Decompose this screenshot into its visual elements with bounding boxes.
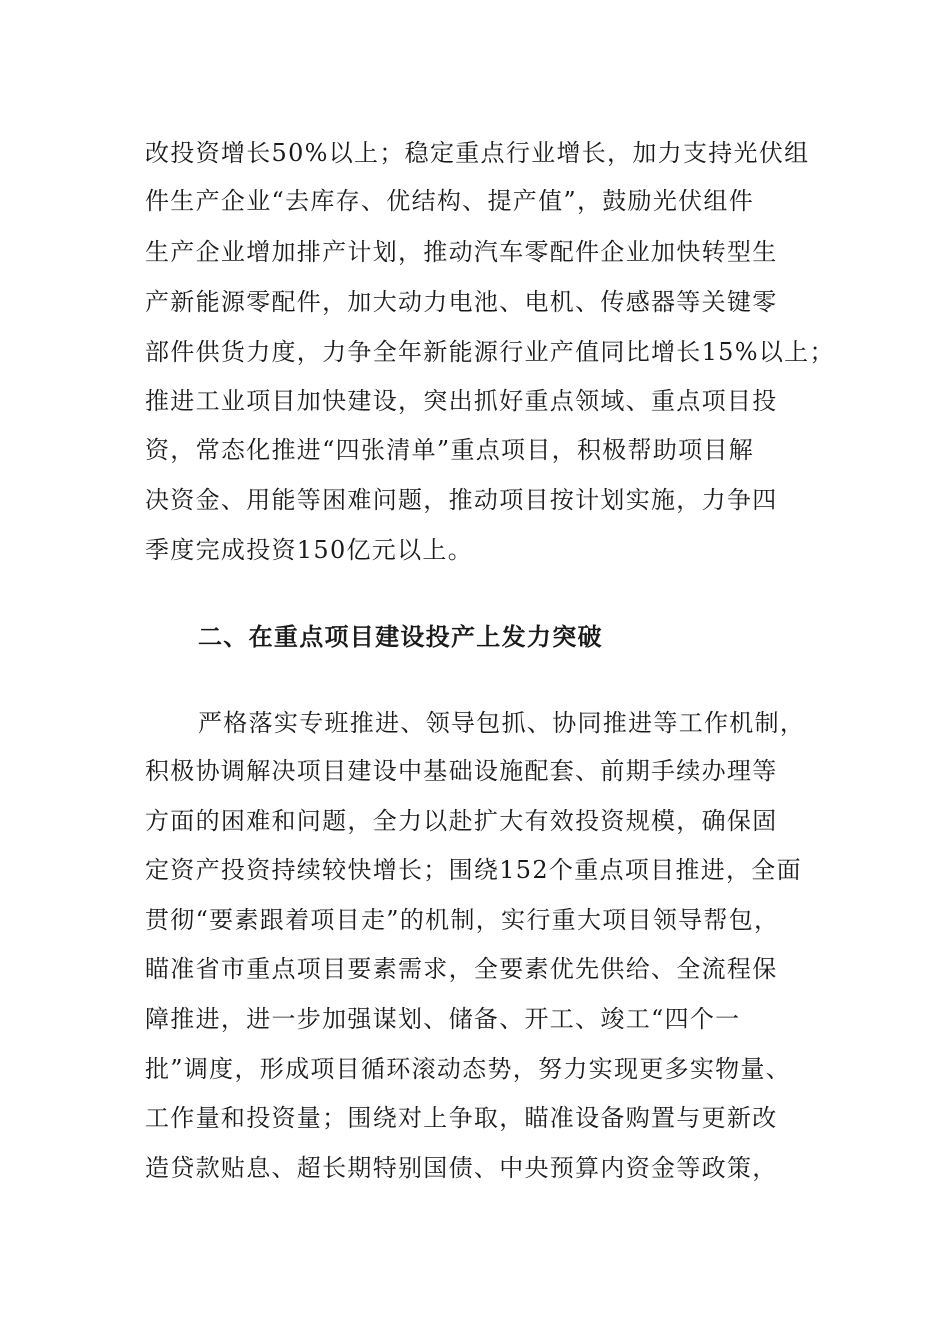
paragraph-2-line-5: 贯彻“要素跟着项目走”的机制，实行重大项目领导帮包， xyxy=(145,906,780,934)
paragraph-1-line-3: 生产企业增加排产计划，推动汽车零配件企业加快转型生 xyxy=(145,238,778,266)
paragraph-2-line-7: 障推进，进一步加强谋划、储备、开工、竣工“四个一 xyxy=(145,1005,741,1033)
paragraph-1-line-1: 改投资增长50%以上；稳定重点行业增长，加力支持光伏组 xyxy=(145,139,810,167)
paragraph-2-line-6: 瞄准省市重点项目要素需求，全要素优先供给、全流程保 xyxy=(145,955,778,983)
section-heading: 二、在重点项目建设投产上发力突破 xyxy=(198,623,603,651)
paragraph-1-line-9: 季度完成投资150亿元以上。 xyxy=(145,536,474,564)
paragraph-2-line-8: 批”调度，形成项目循环滚动态势，努力实现更多实物量、 xyxy=(145,1055,792,1083)
paragraph-1-line-7: 资，常态化推进“四张清单”重点项目，积极帮助项目解 xyxy=(145,436,755,464)
paragraph-2-line-9: 工作量和投资量；围绕对上争取，瞄准设备购置与更新改 xyxy=(145,1104,778,1132)
paragraph-2-line-3: 方面的困难和问题，全力以赴扩大有效投资规模，确保固 xyxy=(145,807,778,835)
paragraph-2-line-2: 积极协调解决项目建设中基础设施配套、前期手续办理等 xyxy=(145,757,778,785)
paragraph-1-line-8: 决资金、用能等困难问题，推动项目按计划实施，力争四 xyxy=(145,486,778,514)
paragraph-2-line-10: 造贷款贴息、超长期特别国债、中央预算内资金等政策， xyxy=(145,1154,778,1182)
paragraph-1-line-5: 部件供货力度，力争全年新能源行业产值同比增长15%以上； xyxy=(145,338,835,366)
paragraph-2-line-1: 严格落实专班推进、领导包抓、协同推进等工作机制， xyxy=(198,709,806,737)
paragraph-1-line-2: 件生产企业“去库存、优结构、提产值”，鼓励光伏组件 xyxy=(145,187,755,215)
paragraph-1-line-6: 推进工业项目加快建设，突出抓好重点领域、重点项目投 xyxy=(145,387,778,415)
paragraph-1-line-4: 产新能源零配件，加大动力电池、电机、传感器等关键零 xyxy=(145,288,778,316)
paragraph-2-line-4: 定资产投资持续较快增长；围绕152个重点项目推进，全面 xyxy=(145,856,802,884)
